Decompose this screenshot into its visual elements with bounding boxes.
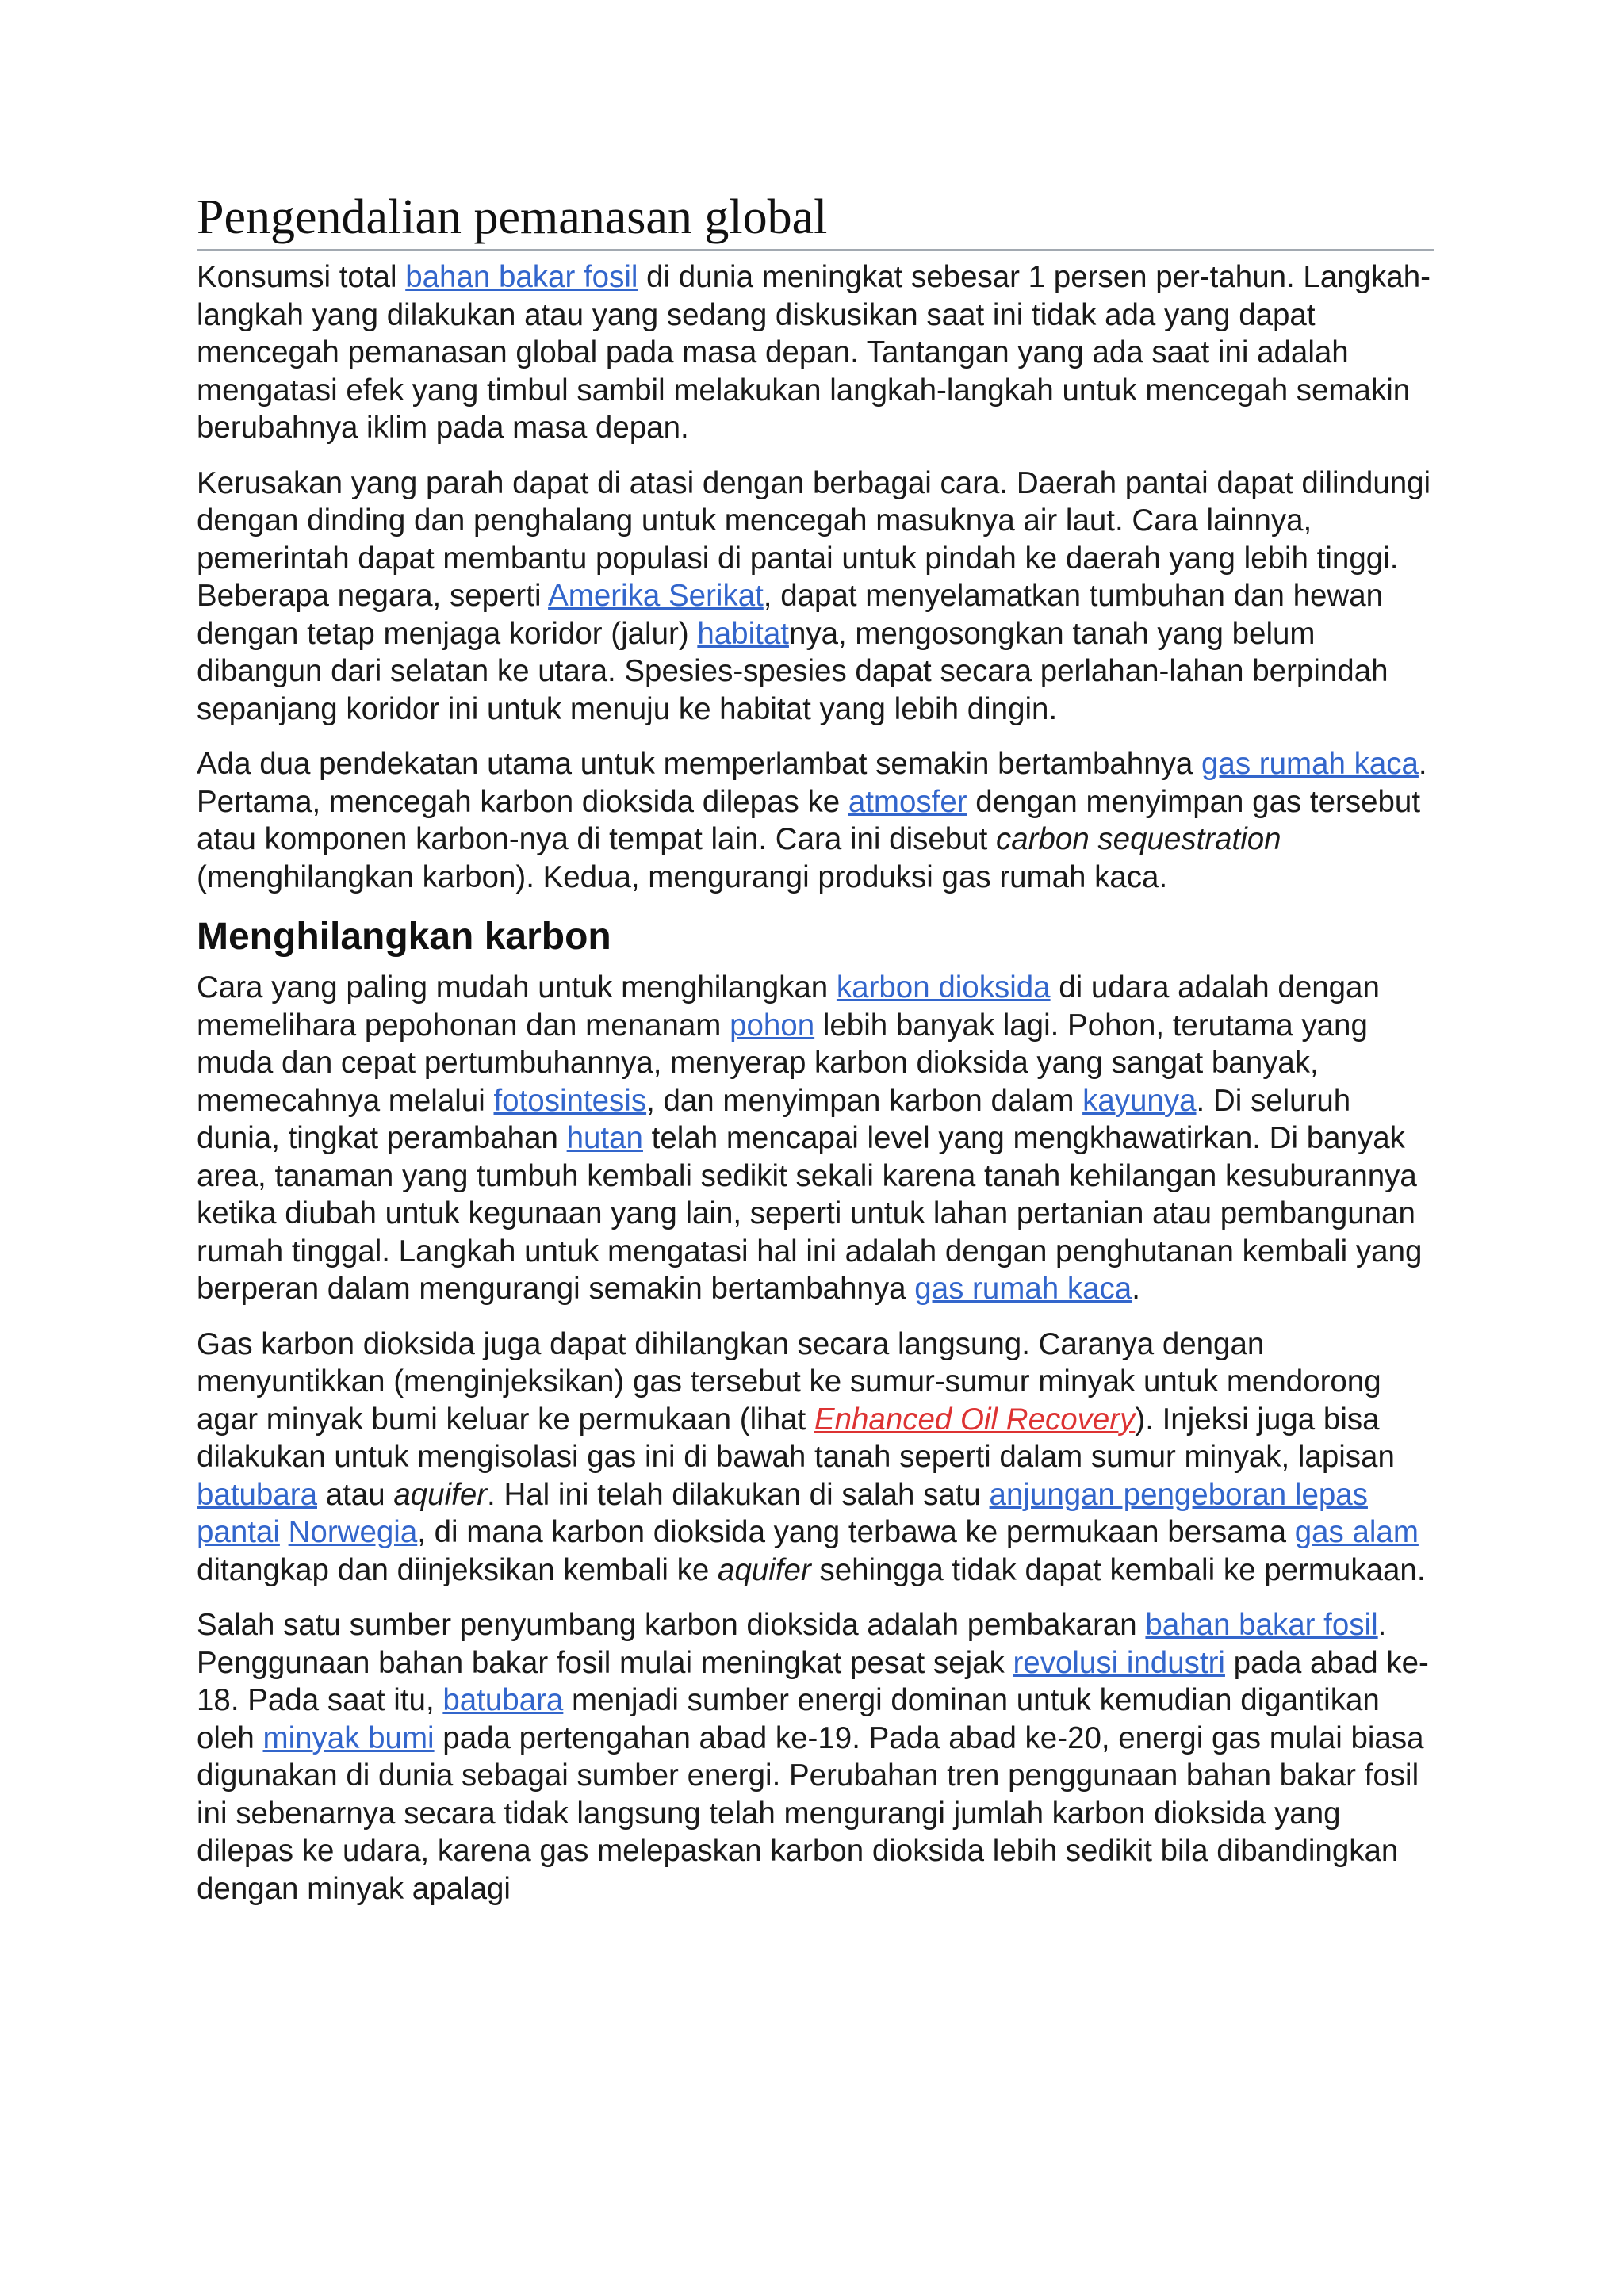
- link-gas-rumah-kaca-2[interactable]: gas rumah kaca: [914, 1272, 1132, 1306]
- paragraph-3: Ada dua pendekatan utama untuk memperlambat semakin bertambahnya gas rumah kaca. Pertama, mencegah karbon dioksida dilepas ke atmosfer dengan menyimpan gas tersebut atau komponen karbon-nya di tempat lain. Cara ini disebut carbon sequestration (menghilangkan karbon). Kedua, mengurangi produksi gas rumah kaca.: [197, 747, 1427, 894]
- link-anjungan-pengeboran[interactable]: anjungan pengeboran lepas pantai: [197, 1477, 1368, 1549]
- link-gas-alam[interactable]: gas alam: [1294, 1515, 1419, 1549]
- page-title: Pengendalian pemanasan global: [197, 187, 1434, 251]
- paragraph-2: Kerusakan yang parah dapat di atasi dengan berbagai cara. Daerah pantai dapat dilindungi dengan dinding dan penghalang untuk mencegah masuknya air laut. Cara lainnya, pemerintah dapat membantu populasi di pantai untuk pindah ke daerah yang lebih tinggi. Beberapa negara, seperti Amerika Serikat, dapat menyelamatkan tumbuhan dan hewan dengan tetap menjaga koridor (jalur) habitatnya, mengosongkan tanah yang belum dibangun dari selatan ke utara. Spesies-spesies dapat secara perlahan-lahan berpindah sepanjang koridor ini untuk menuju ke habitat yang lebih dingin.: [197, 465, 1431, 726]
- italic-term: carbon sequestration: [996, 822, 1281, 856]
- link-amerika-serikat[interactable]: Amerika Serikat: [548, 579, 764, 613]
- link-atmosfer[interactable]: atmosfer: [848, 784, 967, 819]
- link-habitat[interactable]: habitat: [697, 616, 789, 651]
- link-pohon[interactable]: pohon: [730, 1008, 815, 1043]
- italic-term: aquifer: [718, 1552, 811, 1587]
- paragraph-6: Salah satu sumber penyumbang karbon dioksida adalah pembakaran bahan bakar fosil. Penggunaan bahan bakar fosil mulai meningkat pesat sejak revolusi industri pada abad ke-18. Pada saat itu, batubara menjadi sumber energi dominan untuk kemudian digantikan oleh minyak bumi pada pertengahan abad ke-19. Pada abad ke-20, energi gas mulai biasa digunakan di dunia sebagai sumber energi. Perubahan tren penggunaan bahan bakar fosil ini sebenarnya secara tidak langsung telah mengurangi jumlah karbon dioksida yang dilepas ke udara, karena gas melepaskan karbon dioksida lebih sedikit bila dibandingkan dengan minyak apalagi: [197, 1608, 1429, 1906]
- italic-term: aquifer: [393, 1477, 488, 1512]
- paragraph-5: Gas karbon dioksida juga dapat dihilangkan secara langsung. Caranya dengan menyuntikkan (menginjeksikan) gas tersebut ke sumur-sumur minyak untuk mendorong agar minyak bumi keluar ke permukaan (lihat Enhanced Oil Recovery). Injeksi juga bisa dilakukan untuk mengisolasi gas ini di bawah tanah seperti dalam sumur minyak, lapisan batubara atau aquifer. Hal ini telah dilakukan di salah satu anjungan pengeboran lepas pantai Norwegia, di mana karbon dioksida yang terbawa ke permukaan bersama gas alam ditangkap dan diinjeksikan kembali ke aquifer sehingga tidak dapat kembali ke permukaan.: [197, 1326, 1426, 1587]
- link-bahan-bakar-fosil[interactable]: bahan bakar fosil: [405, 260, 638, 294]
- paragraph-1: Konsumsi total bahan bakar fosil di dunia meningkat sebesar 1 persen per-tahun. Langkah-langkah yang dilakukan atau yang sedang diskusikan saat ini tidak ada yang dapat mencegah pemanasan global pada masa depan. Tantangan yang ada saat ini adalah mengatasi efek yang timbul sambil melakukan langkah-langkah untuk mencegah semakin berubahnya iklim pada masa depan.: [197, 260, 1431, 445]
- link-enhanced-oil-recovery[interactable]: Enhanced Oil Recovery: [814, 1402, 1136, 1437]
- paragraph-4: Cara yang paling mudah untuk menghilangkan karbon dioksida di udara adalah dengan memelihara pepohonan dan menanam pohon lebih banyak lagi. Pohon, terutama yang muda dan cepat pertumbuhannya, menyerap karbon dioksida yang sangat banyak, memecahnya melalui fotosintesis, dan menyimpan karbon dalam kayunya. Di seluruh dunia, tingkat perambahan hutan telah mencapai level yang mengkhawatirkan. Di banyak area, tanaman yang tumbuh kembali sedikit sekali karena tanah kehilangan kesuburannya ketika diubah untuk kegunaan yang lain, seperti untuk lahan pertanian atau pembangunan rumah tinggal. Langkah untuk mengatasi hal ini adalah dengan penghutanan kembali yang berperan dalam mengurangi semakin bertambahnya gas rumah kaca.: [197, 970, 1423, 1306]
- link-norwegia[interactable]: Norwegia: [288, 1515, 418, 1549]
- link-fotosintesis[interactable]: fotosintesis: [493, 1083, 647, 1118]
- link-bahan-bakar-fosil-2[interactable]: bahan bakar fosil: [1145, 1608, 1378, 1642]
- link-gas-rumah-kaca[interactable]: gas rumah kaca: [1201, 747, 1419, 781]
- link-karbon-dioksida[interactable]: karbon dioksida: [836, 970, 1051, 1004]
- link-batubara[interactable]: batubara: [197, 1477, 317, 1512]
- section-heading: Menghilangkan karbon: [197, 916, 611, 958]
- link-kayunya[interactable]: kayunya: [1082, 1083, 1197, 1118]
- link-minyak-bumi[interactable]: minyak bumi: [262, 1720, 435, 1755]
- link-hutan[interactable]: hutan: [566, 1121, 643, 1155]
- article-page: [197, 187, 1434, 1925]
- link-batubara-2[interactable]: batubara: [442, 1683, 564, 1717]
- link-revolusi-industri[interactable]: revolusi industri: [1013, 1645, 1225, 1680]
